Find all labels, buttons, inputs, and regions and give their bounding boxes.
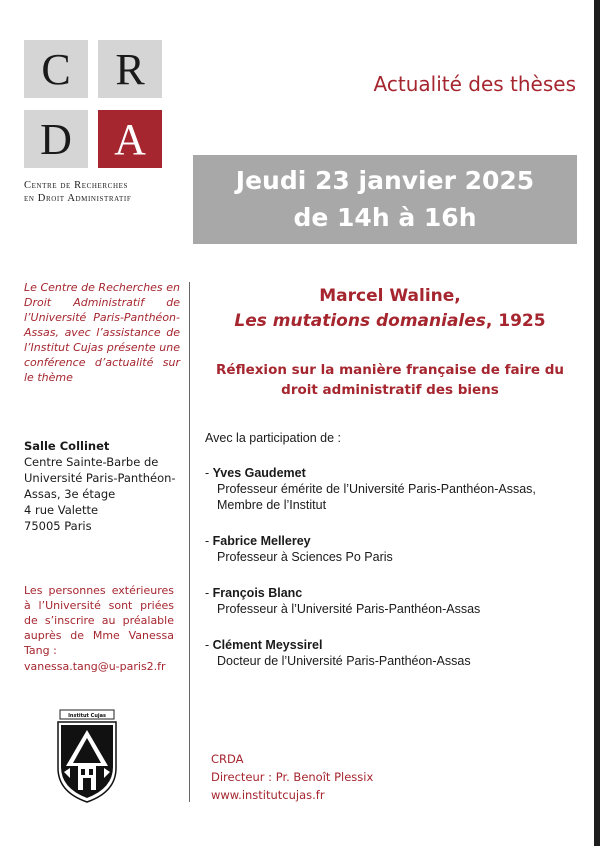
logo-tile-r [98,40,162,98]
author-name: Marcel Waline, [319,286,461,306]
speaker-list [205,465,575,689]
logo-letter: C [41,44,71,94]
speaker-name-line: - Yves Gaudemet [205,466,306,480]
footer-block [211,750,373,804]
work-title: Les mutations domaniales [234,311,486,331]
venue-name: Salle Collinet [24,439,110,453]
speaker-item [205,637,575,669]
institut-cujas-seal-icon [52,708,122,804]
speaker-item [205,585,575,617]
footer-org: CRDA [211,752,244,766]
subtitle-line2: droit administratif des biens [281,382,499,398]
speaker-name-line: - Clément Meyssirel [205,638,323,652]
window-edge [594,0,600,846]
intro-text: Le Centre de Recherches en Droit Administratif de l’Université Paris-Panthéon-Assas, avec l’assistance de l’Institut Cujas présente une conférence d’actualité sur le thème [24,281,180,384]
speaker-name: François Blanc [212,586,303,600]
seal-label: Institut Cujas [68,713,106,719]
speaker-name-line: - François Blanc [205,586,303,600]
work-year: , 1925 [485,311,546,331]
footer-director: Directeur : Pr. Benoît Plessix [211,770,374,784]
footer-website-link[interactable]: www.institutcujas.fr [211,788,325,802]
venue-line: Centre Sainte-Barbe de [24,455,159,469]
logo-subtitle-line2: en Droit Administratif [24,193,132,204]
logo-letter: A [114,114,146,164]
logo-subtitle-line1: Centre de Recherches [24,180,128,191]
registration-text: Les personnes extérieures à l’Université sont priées de s’inscrire au préalable auprès de Mme Vanessa Tang : [24,584,174,657]
logo-letter: R [115,44,145,94]
speaker-name-line: - Fabrice Mellerey [205,534,311,548]
conference-title [205,284,575,334]
speaker-role: Professeur à l’Université Paris-Panthéon-Assas [217,602,481,616]
venue-line: Université Paris-Panthéon- [24,471,176,485]
venue-line: 75005 Paris [24,519,92,533]
speaker-role: Membre de l’Institut [217,498,327,512]
logo-tile-d [24,110,88,168]
venue-block [24,438,186,534]
contact-email-link[interactable]: vanessa.tang@u-paris2.fr [24,660,166,673]
participation-intro: Avec la participation de : [205,431,341,445]
work-line [205,309,575,334]
section-title: Actualité des thèses [373,72,576,96]
speaker-role: Professeur émérite de l’Université Paris-Panthéon-Assas, [217,482,536,496]
registration-notice [24,583,174,674]
event-date: Jeudi 23 janvier 2025 [235,166,535,195]
venue-line: 4 rue Valette [24,503,99,517]
speaker-name: Clément Meyssirel [212,638,323,652]
column-divider [189,282,190,802]
subtitle-line1: Réflexion sur la manière française de faire du [216,362,564,378]
speaker-role: Professeur à Sciences Po Paris [217,550,393,564]
event-time: de 14h à 16h [293,203,477,232]
logo-subtitle [24,179,131,205]
logo-tile-a [98,110,162,168]
venue-line: Assas, 3e étage [24,487,116,501]
speaker-name: Yves Gaudemet [212,466,306,480]
conference-subtitle [205,360,575,400]
speaker-item [205,465,575,513]
logo-tile-c [24,40,88,98]
logo-letter: D [40,114,72,164]
speaker-name: Fabrice Mellerey [212,534,311,548]
speaker-item [205,533,575,565]
speaker-role: Docteur de l’Université Paris-Panthéon-Assas [217,654,471,668]
event-date-box [193,155,577,244]
